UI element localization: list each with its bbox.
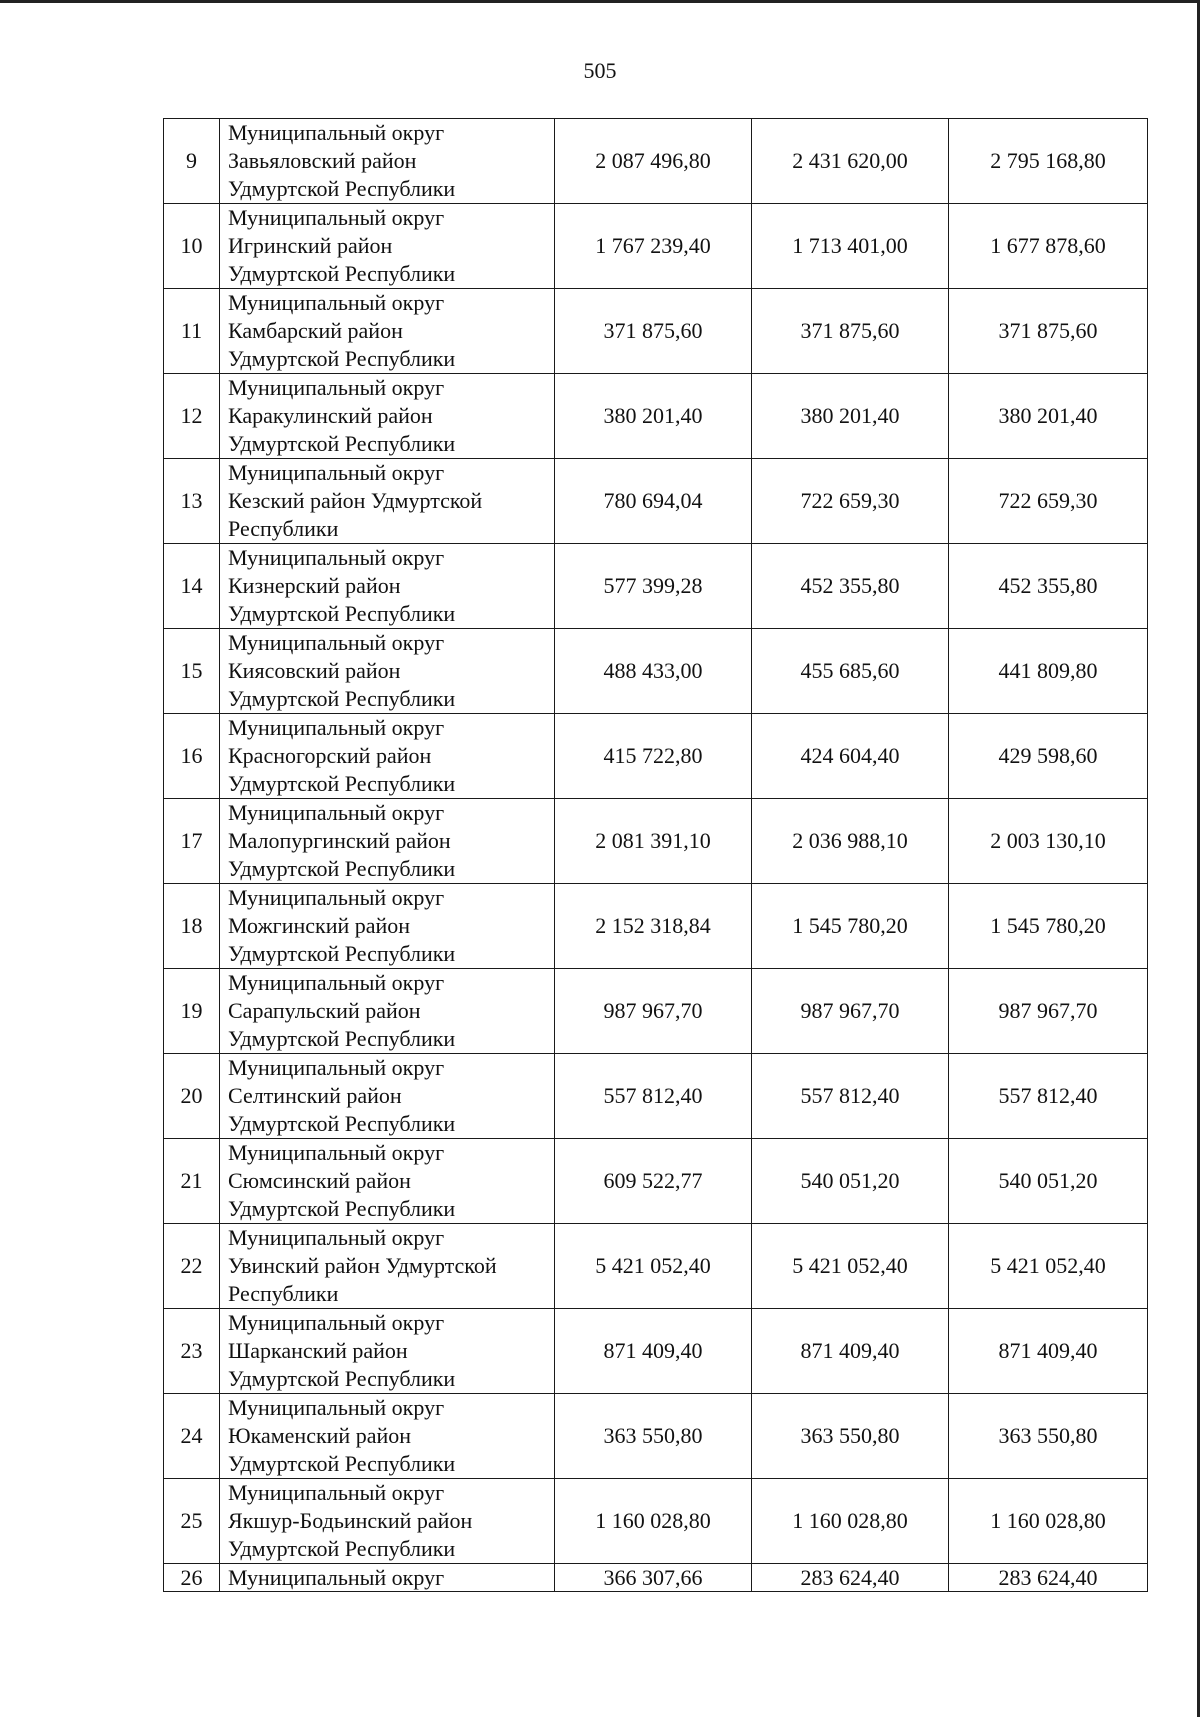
value-col-3: 540 051,20 bbox=[949, 1139, 1148, 1224]
municipality-name: Муниципальный округ Малопургинский район Удмуртской Республики bbox=[220, 799, 555, 884]
value-col-1: 1 160 028,80 bbox=[555, 1479, 752, 1564]
value-col-1: 2 087 496,80 bbox=[555, 119, 752, 204]
municipality-name: Муниципальный округ Сюмсинский район Удмуртской Республики bbox=[220, 1139, 555, 1224]
value-col-3: 871 409,40 bbox=[949, 1309, 1148, 1394]
value-col-2: 2 036 988,10 bbox=[752, 799, 949, 884]
value-col-2: 2 431 620,00 bbox=[752, 119, 949, 204]
row-number: 15 bbox=[164, 629, 220, 714]
municipality-name: Муниципальный округ Завьяловский район Удмуртской Республики bbox=[220, 119, 555, 204]
table-row bbox=[164, 1394, 1148, 1479]
value-col-1: 577 399,28 bbox=[555, 544, 752, 629]
municipality-name: Муниципальный округ Сарапульский район Удмуртской Республики bbox=[220, 969, 555, 1054]
budget-table bbox=[163, 118, 1148, 1592]
table-row bbox=[164, 1309, 1148, 1394]
table-row bbox=[164, 204, 1148, 289]
value-col-1: 2 152 318,84 bbox=[555, 884, 752, 969]
municipality-name: Муниципальный округ Камбарский район Удмуртской Республики bbox=[220, 289, 555, 374]
row-number: 16 bbox=[164, 714, 220, 799]
value-col-1: 557 812,40 bbox=[555, 1054, 752, 1139]
municipality-name: Муниципальный округ Юкаменский район Удмуртской Республики bbox=[220, 1394, 555, 1479]
value-col-2: 371 875,60 bbox=[752, 289, 949, 374]
municipality-name: Муниципальный округ Киясовский район Удмуртской Республики bbox=[220, 629, 555, 714]
table-row bbox=[164, 1479, 1148, 1564]
value-col-2: 871 409,40 bbox=[752, 1309, 949, 1394]
table-row bbox=[164, 884, 1148, 969]
row-number: 18 bbox=[164, 884, 220, 969]
row-number: 24 bbox=[164, 1394, 220, 1479]
value-col-1: 488 433,00 bbox=[555, 629, 752, 714]
table-row bbox=[164, 714, 1148, 799]
municipality-name: Муниципальный округ Кезский район Удмуртской Республики bbox=[220, 459, 555, 544]
value-col-2: 540 051,20 bbox=[752, 1139, 949, 1224]
value-col-2: 5 421 052,40 bbox=[752, 1224, 949, 1309]
value-col-2: 987 967,70 bbox=[752, 969, 949, 1054]
value-col-1: 415 722,80 bbox=[555, 714, 752, 799]
scan-edge-top bbox=[0, 0, 1200, 3]
value-col-3: 557 812,40 bbox=[949, 1054, 1148, 1139]
row-number: 14 bbox=[164, 544, 220, 629]
row-number: 23 bbox=[164, 1309, 220, 1394]
value-col-1: 609 522,77 bbox=[555, 1139, 752, 1224]
row-number: 22 bbox=[164, 1224, 220, 1309]
value-col-1: 871 409,40 bbox=[555, 1309, 752, 1394]
value-col-2: 455 685,60 bbox=[752, 629, 949, 714]
value-col-1: 1 767 239,40 bbox=[555, 204, 752, 289]
value-col-3: 1 677 878,60 bbox=[949, 204, 1148, 289]
municipality-name: Муниципальный округ Можгинский район Удмуртской Республики bbox=[220, 884, 555, 969]
table-row bbox=[164, 629, 1148, 714]
value-col-2: 424 604,40 bbox=[752, 714, 949, 799]
table-row bbox=[164, 374, 1148, 459]
table-row bbox=[164, 1054, 1148, 1139]
municipality-name: Муниципальный округ Игринский район Удмуртской Республики bbox=[220, 204, 555, 289]
value-col-3: 441 809,80 bbox=[949, 629, 1148, 714]
value-col-3: 2 003 130,10 bbox=[949, 799, 1148, 884]
value-col-2: 380 201,40 bbox=[752, 374, 949, 459]
municipality-name: Муниципальный округ Якшур-Бодьинский район Удмуртской Республики bbox=[220, 1479, 555, 1564]
table-row bbox=[164, 1139, 1148, 1224]
row-number: 13 bbox=[164, 459, 220, 544]
municipality-name: Муниципальный округ Красногорский район Удмуртской Республики bbox=[220, 714, 555, 799]
value-col-2: 557 812,40 bbox=[752, 1054, 949, 1139]
value-col-2: 1 545 780,20 bbox=[752, 884, 949, 969]
value-col-2: 722 659,30 bbox=[752, 459, 949, 544]
value-col-3: 380 201,40 bbox=[949, 374, 1148, 459]
row-number: 9 bbox=[164, 119, 220, 204]
row-number: 26 bbox=[164, 1564, 220, 1592]
value-col-3: 363 550,80 bbox=[949, 1394, 1148, 1479]
row-number: 19 bbox=[164, 969, 220, 1054]
row-number: 17 bbox=[164, 799, 220, 884]
table-row bbox=[164, 119, 1148, 204]
table-row bbox=[164, 1224, 1148, 1309]
row-number: 12 bbox=[164, 374, 220, 459]
value-col-1: 380 201,40 bbox=[555, 374, 752, 459]
value-col-1: 363 550,80 bbox=[555, 1394, 752, 1479]
value-col-2: 452 355,80 bbox=[752, 544, 949, 629]
municipality-name: Муниципальный округ Селтинский район Удмуртской Республики bbox=[220, 1054, 555, 1139]
value-col-1: 366 307,66 bbox=[555, 1564, 752, 1592]
municipality-name: Муниципальный округ Кизнерский район Удмуртской Республики bbox=[220, 544, 555, 629]
value-col-1: 5 421 052,40 bbox=[555, 1224, 752, 1309]
row-number: 10 bbox=[164, 204, 220, 289]
table-row bbox=[164, 289, 1148, 374]
table-row bbox=[164, 799, 1148, 884]
value-col-3: 987 967,70 bbox=[949, 969, 1148, 1054]
value-col-2: 283 624,40 bbox=[752, 1564, 949, 1592]
table-row bbox=[164, 1564, 1148, 1592]
page-number: 505 bbox=[583, 58, 617, 83]
row-number: 25 bbox=[164, 1479, 220, 1564]
value-col-3: 283 624,40 bbox=[949, 1564, 1148, 1592]
value-col-3: 5 421 052,40 bbox=[949, 1224, 1148, 1309]
value-col-1: 987 967,70 bbox=[555, 969, 752, 1054]
value-col-1: 2 081 391,10 bbox=[555, 799, 752, 884]
value-col-3: 2 795 168,80 bbox=[949, 119, 1148, 204]
value-col-3: 452 355,80 bbox=[949, 544, 1148, 629]
municipality-name: Муниципальный округ Шарканский район Удмуртской Республики bbox=[220, 1309, 555, 1394]
table-row bbox=[164, 544, 1148, 629]
value-col-3: 429 598,60 bbox=[949, 714, 1148, 799]
value-col-1: 371 875,60 bbox=[555, 289, 752, 374]
value-col-2: 1 713 401,00 bbox=[752, 204, 949, 289]
municipality-name: Муниципальный округ bbox=[220, 1564, 555, 1592]
value-col-3: 1 545 780,20 bbox=[949, 884, 1148, 969]
municipality-name: Муниципальный округ Каракулинский район Удмуртской Республики bbox=[220, 374, 555, 459]
municipality-name: Муниципальный округ Увинский район Удмуртской Республики bbox=[220, 1224, 555, 1309]
value-col-1: 780 694,04 bbox=[555, 459, 752, 544]
value-col-3: 371 875,60 bbox=[949, 289, 1148, 374]
table-row bbox=[164, 969, 1148, 1054]
table-row bbox=[164, 459, 1148, 544]
value-col-2: 1 160 028,80 bbox=[752, 1479, 949, 1564]
value-col-3: 1 160 028,80 bbox=[949, 1479, 1148, 1564]
row-number: 11 bbox=[164, 289, 220, 374]
row-number: 21 bbox=[164, 1139, 220, 1224]
value-col-3: 722 659,30 bbox=[949, 459, 1148, 544]
value-col-2: 363 550,80 bbox=[752, 1394, 949, 1479]
row-number: 20 bbox=[164, 1054, 220, 1139]
